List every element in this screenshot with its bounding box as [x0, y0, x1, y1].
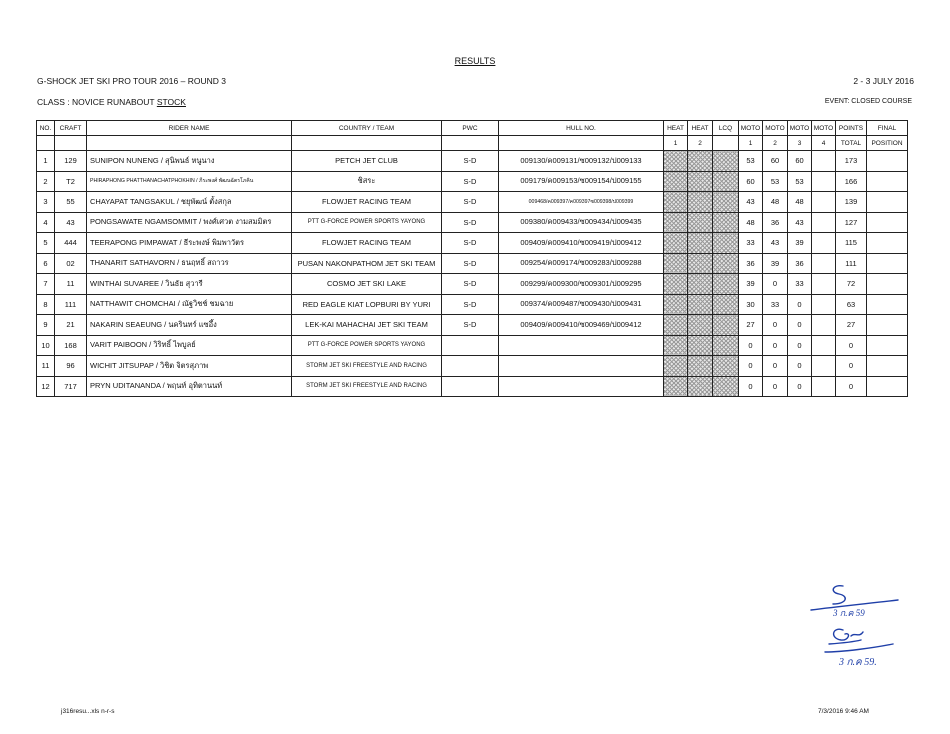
- cell-m3: 0: [788, 376, 812, 397]
- cell-m1: 0: [739, 376, 763, 397]
- cell-m4: [812, 253, 836, 274]
- table-row: [37, 315, 908, 336]
- cell-hatched: [688, 192, 713, 213]
- sub-total: TOTAL: [836, 136, 867, 151]
- cell-pwc: [442, 376, 499, 397]
- cell-hatched: [664, 192, 688, 213]
- cell-craft: 96: [55, 356, 87, 377]
- cell-hatched: [713, 335, 739, 356]
- cell-hatched: [688, 335, 713, 356]
- cell-m2: 39: [763, 253, 788, 274]
- col-heat-2: HEAT: [688, 121, 713, 136]
- cell-total: 0: [836, 356, 867, 377]
- table-row: [37, 151, 908, 172]
- cell-pwc: S-D: [442, 253, 499, 274]
- cell-hull: 009374/ค009487/ซ009430/ป009431: [499, 294, 664, 315]
- cell-craft: T2: [55, 171, 87, 192]
- cell-hatched: [713, 192, 739, 213]
- cell-m4: [812, 376, 836, 397]
- col-craft: CRAFT: [55, 121, 87, 136]
- cell-no: 12: [37, 376, 55, 397]
- cell-craft: 02: [55, 253, 87, 274]
- col-country: COUNTRY / TEAM: [292, 121, 442, 136]
- cell-pwc: S-D: [442, 171, 499, 192]
- cell-m1: 30: [739, 294, 763, 315]
- col-points: POINTS: [836, 121, 867, 136]
- table-row: [37, 294, 908, 315]
- cell-m1: 48: [739, 212, 763, 233]
- cell-final-position: [867, 192, 908, 213]
- results-table: [36, 120, 908, 397]
- table-row: [37, 274, 908, 295]
- cell-hatched: [664, 212, 688, 233]
- svg-text:3 ก.ค 59.: 3 ก.ค 59.: [839, 657, 877, 668]
- cell-craft: 111: [55, 294, 87, 315]
- sub-blank-lcq: [713, 136, 739, 151]
- cell-m1: 27: [739, 315, 763, 336]
- cell-hatched: [713, 233, 739, 254]
- cell-craft: 11: [55, 274, 87, 295]
- col-final: FINAL: [867, 121, 908, 136]
- cell-total: 166: [836, 171, 867, 192]
- cell-m4: [812, 274, 836, 295]
- cell-m2: 0: [763, 274, 788, 295]
- cell-country: COSMO JET SKI LAKE: [292, 274, 442, 295]
- cell-hull: [499, 335, 664, 356]
- cell-m2: 0: [763, 335, 788, 356]
- cell-final-position: [867, 294, 908, 315]
- sub-blank-craft: [55, 136, 87, 151]
- cell-m4: [812, 233, 836, 254]
- cell-no: 2: [37, 171, 55, 192]
- cell-rider: VARIT PAIBOON / วิริทธิ์ ไพบูลย์: [87, 335, 292, 356]
- cell-no: 7: [37, 274, 55, 295]
- cell-m3: 0: [788, 356, 812, 377]
- cell-hatched: [664, 151, 688, 172]
- cell-pwc: S-D: [442, 315, 499, 336]
- cell-hatched: [688, 253, 713, 274]
- cell-country: PTT G-FORCE POWER SPORTS YAYONG: [292, 335, 442, 356]
- cell-hatched: [688, 171, 713, 192]
- class-stock: STOCK: [156, 97, 186, 107]
- cell-final-position: [867, 171, 908, 192]
- table-row: [37, 233, 908, 254]
- col-pwc: PWC: [442, 121, 499, 136]
- table-row: [37, 171, 908, 192]
- cell-hatched: [664, 356, 688, 377]
- cell-pwc: [442, 356, 499, 377]
- cell-total: 0: [836, 376, 867, 397]
- col-moto-4: MOTO: [812, 121, 836, 136]
- cell-rider: TEERAPONG PIMPAWAT / ธีระพงษ์ พิมพาวัตร: [87, 233, 292, 254]
- cell-m4: [812, 356, 836, 377]
- sub-moto-3: 3: [788, 136, 812, 151]
- cell-total: 27: [836, 315, 867, 336]
- cell-no: 3: [37, 192, 55, 213]
- cell-rider: NATTHAWIT CHOMCHAI / ณัฐวิชช์ ชมฉาย: [87, 294, 292, 315]
- cell-hatched: [664, 233, 688, 254]
- cell-rider: SUNIPON NUNENG / สุนิพนธ์ หนูนาง: [87, 151, 292, 172]
- footer-filename: j316resu...xls n-r-s: [61, 708, 115, 715]
- cell-hatched: [713, 274, 739, 295]
- cell-hatched: [713, 253, 739, 274]
- cell-m1: 60: [739, 171, 763, 192]
- cell-rider: PRYN UDITANANDA / พฤนท์ อุทิตานนท์: [87, 376, 292, 397]
- cell-hull: 009380/ค009433/ซ009434/ป009435: [499, 212, 664, 233]
- sub-heat-2: 2: [688, 136, 713, 151]
- cell-hatched: [688, 274, 713, 295]
- cell-rider: PHIRAPHONG PHATTHANACHATPHOKHIN / ภีระพงศ์ พัฒนฉัตรโภคิน: [87, 171, 292, 192]
- cell-final-position: [867, 274, 908, 295]
- cell-m1: 36: [739, 253, 763, 274]
- cell-hatched: [713, 356, 739, 377]
- cell-hatched: [713, 294, 739, 315]
- cell-country: ชิสระ: [292, 171, 442, 192]
- cell-hatched: [713, 151, 739, 172]
- cell-hull: 009409/ค009410/ซ009469/ป009412: [499, 315, 664, 336]
- cell-final-position: [867, 253, 908, 274]
- cell-m2: 60: [763, 151, 788, 172]
- cell-country: RED EAGLE KIAT LOPBURI BY YURI: [292, 294, 442, 315]
- cell-no: 1: [37, 151, 55, 172]
- header-subrow: [37, 136, 908, 151]
- cell-craft: 717: [55, 376, 87, 397]
- cell-total: 139: [836, 192, 867, 213]
- cell-hatched: [664, 294, 688, 315]
- cell-no: 10: [37, 335, 55, 356]
- cell-m3: 33: [788, 274, 812, 295]
- event-title: G-SHOCK JET SKI PRO TOUR 2016 – ROUND 3: [37, 76, 226, 86]
- cell-m3: 53: [788, 171, 812, 192]
- table-row: [37, 335, 908, 356]
- cell-m1: 0: [739, 356, 763, 377]
- cell-no: 9: [37, 315, 55, 336]
- sub-blank-pwc: [442, 136, 499, 151]
- cell-final-position: [867, 376, 908, 397]
- sub-blank-hull: [499, 136, 664, 151]
- cell-rider: PONGSAWATE NGAMSOMMIT / พงศ์เศวต งามสมมิตร: [87, 212, 292, 233]
- cell-pwc: S-D: [442, 151, 499, 172]
- cell-m4: [812, 294, 836, 315]
- sub-moto-1: 1: [739, 136, 763, 151]
- cell-pwc: S-D: [442, 192, 499, 213]
- cell-m2: 0: [763, 315, 788, 336]
- cell-m2: 0: [763, 376, 788, 397]
- cell-hatched: [713, 212, 739, 233]
- cell-m4: [812, 151, 836, 172]
- cell-total: 173: [836, 151, 867, 172]
- col-moto-3: MOTO: [788, 121, 812, 136]
- cell-country: FLOWJET RACING TEAM: [292, 233, 442, 254]
- cell-hatched: [688, 233, 713, 254]
- cell-m3: 0: [788, 294, 812, 315]
- cell-hatched: [688, 376, 713, 397]
- cell-hull: [499, 356, 664, 377]
- cell-country: PTT G-FORCE POWER SPORTS YAYONG: [292, 212, 442, 233]
- cell-hatched: [688, 294, 713, 315]
- cell-final-position: [867, 315, 908, 336]
- cell-m4: [812, 212, 836, 233]
- col-moto-1: MOTO: [739, 121, 763, 136]
- cell-no: 11: [37, 356, 55, 377]
- cell-m3: 36: [788, 253, 812, 274]
- footer-printed-date: 7/3/2016 9:46 AM: [818, 708, 869, 715]
- cell-total: 63: [836, 294, 867, 315]
- cell-no: 8: [37, 294, 55, 315]
- cell-hull: 009409/ค009410/ซ009419/ป009412: [499, 233, 664, 254]
- cell-no: 4: [37, 212, 55, 233]
- col-heat-1: HEAT: [664, 121, 688, 136]
- cell-pwc: S-D: [442, 233, 499, 254]
- cell-hull: 009130/ค009131/ซ009132/ป009133: [499, 151, 664, 172]
- results-title: RESULTS: [454, 56, 496, 66]
- cell-pwc: S-D: [442, 212, 499, 233]
- cell-m3: 43: [788, 212, 812, 233]
- table-row: [37, 192, 908, 213]
- cell-m3: 39: [788, 233, 812, 254]
- cell-m4: [812, 335, 836, 356]
- cell-hatched: [688, 151, 713, 172]
- cell-craft: 444: [55, 233, 87, 254]
- cell-rider: NAKARIN SEAEUNG / นครินทร์ แซอึ้ง: [87, 315, 292, 336]
- header-row: [37, 121, 908, 136]
- cell-m1: 43: [739, 192, 763, 213]
- cell-m2: 53: [763, 171, 788, 192]
- cell-country: LEK-KAI MAHACHAI JET SKI TEAM: [292, 315, 442, 336]
- cell-total: 111: [836, 253, 867, 274]
- cell-hatched: [688, 315, 713, 336]
- cell-m4: [812, 192, 836, 213]
- cell-rider: CHAYAPAT TANGSAKUL / ชยุพัฒน์ ตั้งสกุล: [87, 192, 292, 213]
- cell-hatched: [688, 212, 713, 233]
- cell-hull: 009299/ค009300/ซ009301/ป009295: [499, 274, 664, 295]
- cell-rider: THANARIT SATHAVORN / ธนฤทธิ์ สถาวร: [87, 253, 292, 274]
- col-moto-2: MOTO: [763, 121, 788, 136]
- cell-hatched: [664, 376, 688, 397]
- cell-final-position: [867, 233, 908, 254]
- cell-total: 127: [836, 212, 867, 233]
- sub-moto-4: 4: [812, 136, 836, 151]
- cell-m2: 33: [763, 294, 788, 315]
- cell-final-position: [867, 212, 908, 233]
- cell-hatched: [713, 171, 739, 192]
- table-row: [37, 376, 908, 397]
- cell-hatched: [713, 315, 739, 336]
- cell-m3: 0: [788, 335, 812, 356]
- cell-m3: 60: [788, 151, 812, 172]
- col-no: NO.: [37, 121, 55, 136]
- cell-final-position: [867, 335, 908, 356]
- cell-m1: 33: [739, 233, 763, 254]
- event-date: 2 - 3 JULY 2016: [853, 76, 914, 86]
- cell-pwc: [442, 335, 499, 356]
- sub-position: POSITION: [867, 136, 908, 151]
- cell-hull: 009179/ค009153/ซ009154/ป009155: [499, 171, 664, 192]
- cell-country: PETCH JET CLUB: [292, 151, 442, 172]
- class-label: CLASS : NOVICE RUNABOUT: [37, 97, 157, 107]
- cell-no: 5: [37, 233, 55, 254]
- sub-heat-1: 1: [664, 136, 688, 151]
- cell-m1: 53: [739, 151, 763, 172]
- cell-hatched: [664, 335, 688, 356]
- cell-pwc: S-D: [442, 274, 499, 295]
- table-row: [37, 356, 908, 377]
- col-rider: RIDER NAME: [87, 121, 292, 136]
- cell-pwc: S-D: [442, 294, 499, 315]
- sub-moto-2: 2: [763, 136, 788, 151]
- cell-country: STORM JET SKI FREESTYLE AND RACING: [292, 356, 442, 377]
- cell-total: 72: [836, 274, 867, 295]
- cell-hatched: [688, 356, 713, 377]
- cell-rider: WICHIT JITSUPAP / วิชิต จิตรสุภาพ: [87, 356, 292, 377]
- cell-m2: 43: [763, 233, 788, 254]
- cell-craft: 168: [55, 335, 87, 356]
- cell-hatched: [664, 171, 688, 192]
- sub-blank-country: [292, 136, 442, 151]
- cell-craft: 55: [55, 192, 87, 213]
- cell-craft: 129: [55, 151, 87, 172]
- cell-m1: 0: [739, 335, 763, 356]
- cell-m2: 36: [763, 212, 788, 233]
- cell-country: FLOWJET RACING TEAM: [292, 192, 442, 213]
- cell-hatched: [713, 376, 739, 397]
- cell-hatched: [664, 274, 688, 295]
- cell-m3: 48: [788, 192, 812, 213]
- cell-m4: [812, 171, 836, 192]
- col-hull: HULL NO.: [499, 121, 664, 136]
- cell-hatched: [664, 315, 688, 336]
- cell-m3: 0: [788, 315, 812, 336]
- table-row: [37, 212, 908, 233]
- cell-total: 0: [836, 335, 867, 356]
- cell-craft: 43: [55, 212, 87, 233]
- cell-total: 115: [836, 233, 867, 254]
- cell-final-position: [867, 151, 908, 172]
- cell-m2: 0: [763, 356, 788, 377]
- cell-hull: 009468/ค009397/ค009397ซ009398/ป009399: [499, 192, 664, 213]
- cell-m2: 48: [763, 192, 788, 213]
- cell-country: PUSAN NAKONPATHOM JET SKI TEAM: [292, 253, 442, 274]
- cell-hull: 009254/ค009174/ซ009283/ป009288: [499, 253, 664, 274]
- cell-rider: WINTHAI SUVAREE / วินธัย สุวารี: [87, 274, 292, 295]
- event-type: EVENT: CLOSED COURSE: [824, 98, 912, 105]
- cell-hull: [499, 376, 664, 397]
- cell-m4: [812, 315, 836, 336]
- cell-craft: 21: [55, 315, 87, 336]
- table-row: [37, 253, 908, 274]
- cell-hatched: [664, 253, 688, 274]
- handwritten-signature: [803, 580, 913, 680]
- cell-no: 6: [37, 253, 55, 274]
- class-line: [37, 97, 186, 107]
- cell-m1: 39: [739, 274, 763, 295]
- cell-country: STORM JET SKI FREESTYLE AND RACING: [292, 376, 442, 397]
- svg-text:3 ก.ค 59: 3 ก.ค 59: [833, 608, 865, 618]
- sub-blank-rider: [87, 136, 292, 151]
- cell-final-position: [867, 356, 908, 377]
- col-lcq: LCQ: [713, 121, 739, 136]
- sub-blank-no: [37, 136, 55, 151]
